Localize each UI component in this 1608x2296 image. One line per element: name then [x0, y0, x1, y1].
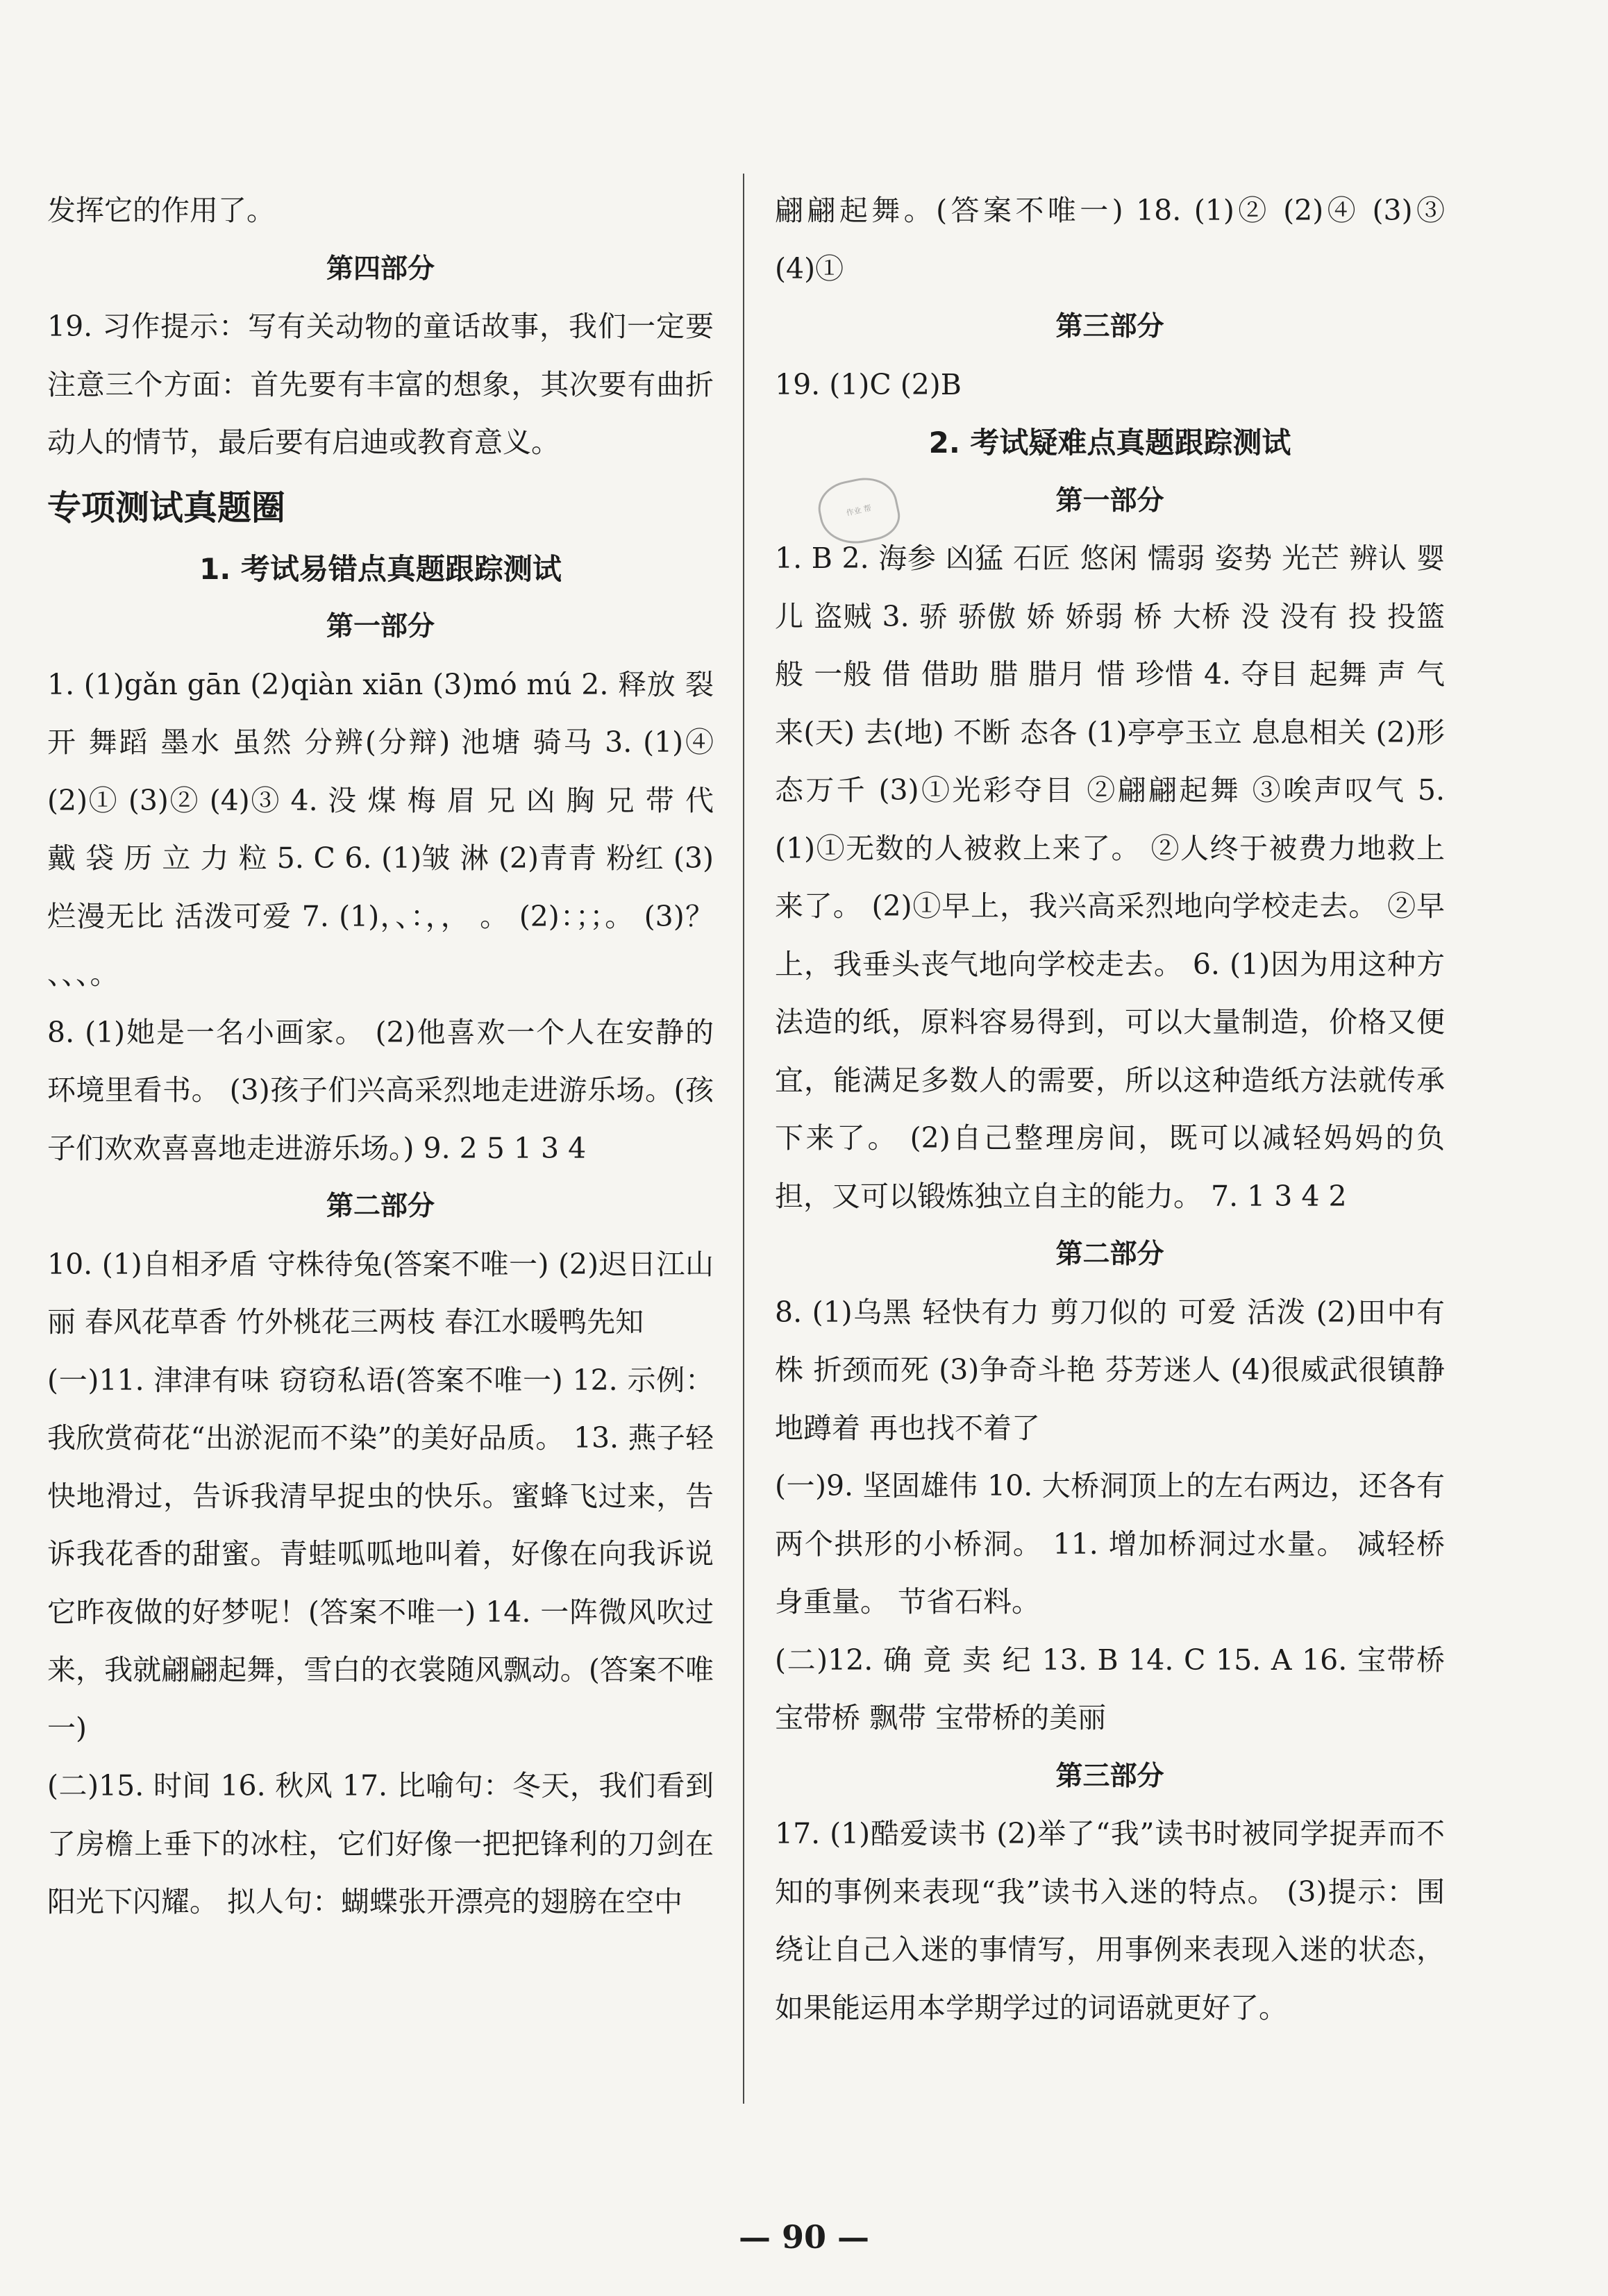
section-heading-part1-right: 第一部分 — [1055, 485, 1164, 517]
right-continued-text: 翩翩起舞。(答案不唯一) 18. (1)② (2)④ (3)③ (4)① — [775, 194, 1445, 285]
test2-title: 2. 考试疑难点真题跟踪测试 — [928, 426, 1291, 460]
right-column — [775, 182, 1445, 2037]
answers-15-to-17: (二)15. 时间 16. 秋风 17. 比喻句：冬天，我们看到了房檐上垂下的冰柱，它们好像一把把锋利的刀剑在阳光下闪耀。 拟人句：蝴蝶张开漂亮的翅膀在空中 — [47, 1769, 714, 1918]
answers-11-to-14: (一)11. 津津有味 窃窃私语(答案不唯一) 12. 示例：我欣赏荷花“出淤泥而不染”的美好品质。 13. 燕子轻快地滑过，告诉我清早捉虫的快乐。蜜蜂飞过来，告诉我花香的甜蜜。青蛙呱呱地叫着，好像在向我诉说它昨夜做的好梦呢！(答案不唯一) 14. 一阵微风吹过来，我就翩翩起舞，雪白的衣裳随风飘动。(答案不唯一) — [47, 1363, 714, 1745]
answer-17-right: 17. (1)酷爱读书 (2)举了“我”读书时被同学捉弄而不知的事例来表现“我”读书入迷的特点。 (3)提示：围绕让自己入迷的事情写，用事例来表现入迷的状态，如果能运用本学期学过的词语就更好了。 — [775, 1817, 1445, 2025]
answers-8-9: 8. (1)她是一名小画家。 (2)他喜欢一个人在安静的环境里看书。 (3)孩子们兴高采烈地走进游乐场。(孩子们欢欢喜喜地走进游乐场。) 9. 2 5 1 3 4 — [47, 1015, 714, 1165]
page-number: — 90 — — [738, 2218, 870, 2256]
answer-8-right: 8. (1)乌黑 轻快有力 剪刀似的 可爱 活泼 (2)田中有株 折颈而死 (3)争奇斗艳 芬芳迷人 (4)很威武很镇静地蹲着 再也找不着了 — [775, 1295, 1445, 1445]
stamp-text: 作业 帮 — [845, 503, 873, 518]
section-heading-part3: 第三部分 — [1055, 311, 1164, 342]
answer-19-essay-tip: 19. 习作提示：写有关动物的童话故事，我们一定要注意三个方面：首先要有丰富的想象，其次要有曲折动人的情节，最后要有启迪或教育意义。 — [47, 310, 714, 459]
answers-12-to-16-right: (二)12. 确 竟 卖 纪 13. B 14. C 15. A 16. 宝带桥 宝带桥 飘带 宝带桥的美丽 — [775, 1643, 1445, 1734]
section-heading-part1: 第一部分 — [326, 611, 435, 642]
answer-19: 19. (1)C (2)B — [775, 367, 962, 401]
column-divider — [743, 174, 744, 2104]
test1-title: 1. 考试易错点真题跟踪测试 — [199, 551, 562, 586]
section-heading-part2-right: 第二部分 — [1055, 1239, 1164, 1270]
answers-9-to-11-right: (一)9. 坚固雄伟 10. 大桥洞顶上的左右两边，还各有两个拱形的小桥洞。 11. 增加桥洞过水量。 减轻桥身重量。 节省石料。 — [775, 1469, 1445, 1618]
answer-10: 10. (1)自相矛盾 守株待兔(答案不唯一) (2)迟日江山丽 春风花草香 竹外桃花三两枝 春江水暖鸭先知 — [47, 1247, 714, 1339]
answers-1-to-7: 1. (1)gǎn gān (2)qiàn xiān (3)mó mú 2. 释放 裂开 舞蹈 墨水 虽然 分辨(分辩) 池塘 骑马 3. (1)④ (2)① (3)② (4)③ 4. 没 煤 梅 眉 兄 凶 胸 兄 带 代 戴 袋 历 立 力 粒 5. C 6. (1)皱 淋 (2)青青 粉红 (3)烂漫无比 活泼可爱 7. (1)，、：，， 。 (2)：；；。 (3)？ 、、、。 — [47, 667, 714, 991]
answers-1-to-7-right: 1. B 2. 海参 凶猛 石匠 悠闲 懦弱 姿势 光芒 辨认 婴儿 盗贼 3. 骄 骄傲 娇 娇弱 桥 大桥 没 没有 投 投篮 般 一般 借 借助 腊 腊月 惜 珍惜 4. 夺目 起舞 声 气 来(天) 去(地) 不断 态各 (1)亭亭玉立 息息相关 (2)形态万千 (3)①光彩夺目 ②翩翩起舞 ③唉声叹气 5. (1)①无数的人被救上来了。 ②人终于被费力地救上来了。 (2)①早上，我兴高采烈地向学校走去。 ②早上，我垂头丧气地向学校走去。 6. (1)因为用这种方法造的纸，原料容易得到，可以大量制造，价格又便宜，能满足多数人的需要，所以这种造纸方法就传承下来了。 (2)自己整理房间，既可以减轻妈妈的负担，又可以锻炼独立自主的能力。 7. 1 3 4 2 — [775, 542, 1445, 1213]
left-column — [47, 182, 714, 1932]
section-heading-part3-right: 第三部分 — [1055, 1760, 1164, 1792]
section-heading-part4: 第四部分 — [326, 253, 435, 285]
left-continued-text: 发挥它的作用了。 — [47, 194, 275, 227]
special-test-title: 专项测试真题圈 — [47, 487, 286, 528]
section-heading-part2: 第二部分 — [326, 1191, 435, 1222]
